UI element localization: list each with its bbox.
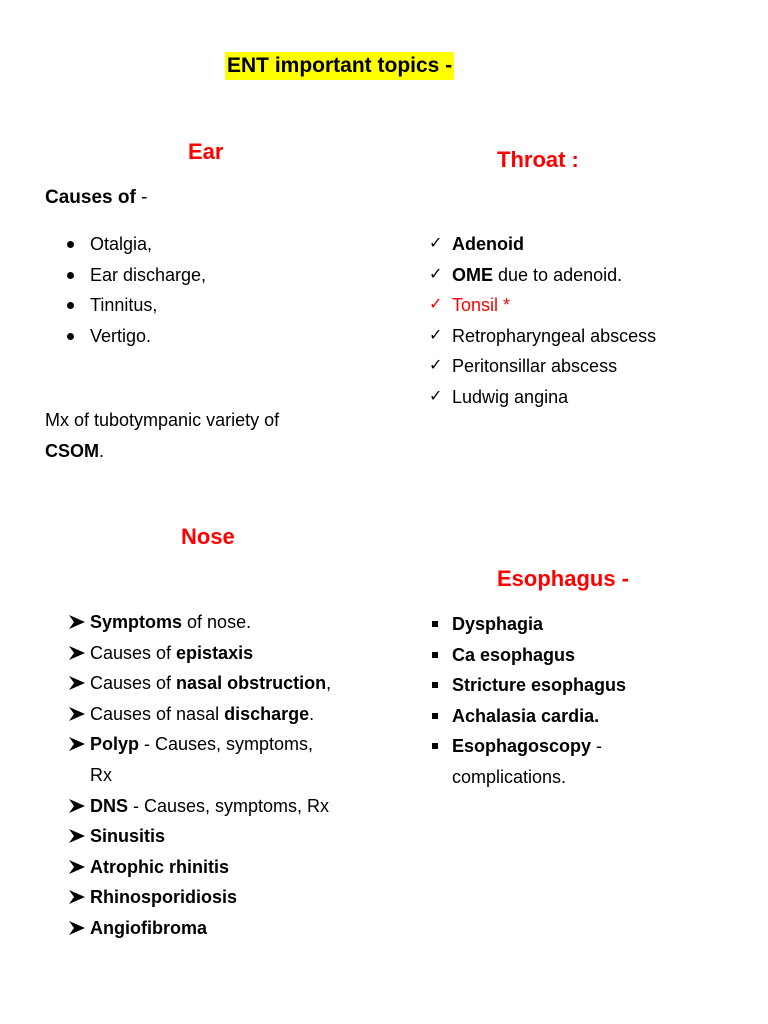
- list-item-bold: Dysphagia: [452, 614, 544, 634]
- list-item: [429, 260, 656, 291]
- list-item-text: - Causes, symptoms,: [139, 734, 314, 755]
- list-item-bold: Atrophic rhinitis: [90, 856, 229, 877]
- checkmark-icon: ✓: [429, 296, 443, 314]
- list-item: [68, 821, 331, 852]
- checkmark-icon: ✓: [429, 357, 443, 375]
- list-item: [68, 791, 331, 822]
- list-item-text: of nose.: [182, 612, 252, 632]
- list-item-text: Peritonsillar abscess: [452, 356, 618, 377]
- list-item: [68, 882, 331, 913]
- list-item-bold: Ca esophagus: [452, 644, 576, 665]
- ear-causes-suffix: -: [135, 187, 148, 208]
- arrow-bullet-icon: [68, 859, 86, 875]
- checkmark-icon: ✓: [429, 326, 443, 344]
- list-item-continuation: complications.: [452, 766, 567, 787]
- list-item-continuation: Rx: [90, 764, 112, 785]
- arrow-bullet-icon: [68, 798, 86, 814]
- list-item-text: Causes of: [90, 642, 177, 663]
- ear-causes-label-text: Causes of: [45, 187, 136, 208]
- list-item: [429, 382, 656, 413]
- list-item: [45, 290, 206, 321]
- throat-list: [429, 229, 656, 413]
- list-item: [68, 668, 331, 699]
- list-item-bold: OME: [452, 264, 494, 285]
- square-bullet-icon: [432, 682, 438, 688]
- arrow-bullet-icon: [68, 889, 86, 905]
- list-item: [429, 731, 626, 762]
- list-item: [45, 321, 206, 352]
- list-item-bold: Adenoid: [452, 234, 524, 254]
- list-item: [45, 229, 206, 260]
- list-item-bold: nasal obstruction: [176, 673, 327, 694]
- nose-list: [68, 607, 331, 944]
- list-item: [429, 290, 656, 321]
- list-item-bold: Esophagoscopy: [452, 736, 592, 757]
- list-item-bold: Polyp: [90, 734, 140, 755]
- list-item: [429, 670, 626, 701]
- round-bullet-icon: [67, 333, 74, 340]
- list-item: [68, 913, 331, 944]
- list-item-text: Tinnitus,: [90, 295, 158, 316]
- list-item: [45, 260, 206, 291]
- round-bullet-icon: [67, 241, 74, 248]
- ear-mx-end: .: [99, 441, 105, 461]
- square-bullet-icon: [432, 743, 438, 749]
- list-item-text: due to adenoid.: [493, 264, 623, 285]
- arrow-bullet-icon: [68, 736, 86, 752]
- list-item: [429, 640, 626, 671]
- list-item: [429, 609, 626, 640]
- list-item: [429, 701, 626, 732]
- ear-heading: Ear: [188, 139, 224, 164]
- list-item-bold: Symptoms: [90, 612, 183, 632]
- ear-causes-list: [45, 229, 206, 351]
- ear-mx-paragraph: [45, 405, 345, 467]
- list-item: [429, 321, 656, 352]
- round-bullet-icon: [67, 272, 74, 279]
- list-item-text: Tonsil *: [452, 295, 511, 316]
- arrow-bullet-icon: [68, 675, 86, 691]
- checkmark-icon: ✓: [429, 387, 443, 405]
- list-item-bold: Rhinosporidiosis: [90, 887, 238, 908]
- throat-heading: Throat :: [497, 147, 579, 172]
- list-item: [429, 229, 656, 260]
- list-item-bold: discharge: [224, 703, 310, 724]
- checkmark-icon: ✓: [429, 265, 443, 283]
- list-item-text: Retropharyngeal abscess: [452, 325, 657, 346]
- list-item: [68, 729, 331, 760]
- square-bullet-icon: [432, 621, 438, 627]
- list-item-bold: Achalasia cardia.: [452, 705, 600, 726]
- arrow-bullet-icon: [68, 828, 86, 844]
- ear-mx-bold: CSOM: [45, 441, 99, 461]
- list-item: [429, 351, 656, 382]
- checkmark-icon: ✓: [429, 235, 443, 252]
- list-item: [68, 699, 331, 730]
- list-item-bold: DNS: [90, 795, 129, 816]
- list-item: [68, 607, 331, 638]
- list-item: [68, 638, 331, 669]
- esophagus-list: [429, 609, 626, 793]
- arrow-bullet-icon: [68, 706, 86, 722]
- square-bullet-icon: [432, 713, 438, 719]
- list-item-text: .: [309, 703, 315, 724]
- round-bullet-icon: [67, 302, 74, 309]
- list-item-text: Causes of: [90, 673, 177, 694]
- ear-mx-text: Mx of tubotympanic variety of: [45, 410, 280, 430]
- list-item-bold: Stricture esophagus: [452, 675, 627, 696]
- list-item-text: Otalgia,: [90, 234, 153, 254]
- list-item-text: Causes of nasal: [90, 703, 225, 724]
- list-item-text: Ludwig angina: [452, 386, 569, 407]
- arrow-bullet-icon: [68, 920, 86, 936]
- arrow-bullet-icon: [68, 614, 86, 630]
- list-item-bold: Angiofibroma: [90, 917, 207, 938]
- nose-heading: Nose: [181, 524, 235, 549]
- list-item-text: Vertigo.: [90, 325, 152, 346]
- list-item-text: Ear discharge,: [90, 264, 207, 285]
- list-item-bold: epistaxis: [176, 642, 254, 663]
- list-item-text: - Causes, symptoms, Rx: [128, 795, 330, 816]
- ear-causes-label: [45, 187, 147, 209]
- arrow-bullet-icon: [68, 645, 86, 661]
- list-item-text: ,: [326, 673, 332, 694]
- list-item: [68, 852, 331, 883]
- square-bullet-icon: [432, 652, 438, 658]
- page-title: ENT important topics -: [225, 52, 454, 80]
- list-item-text: -: [591, 736, 603, 757]
- list-item-bold: Sinusitis: [90, 826, 166, 847]
- esophagus-heading: Esophagus -: [497, 566, 630, 591]
